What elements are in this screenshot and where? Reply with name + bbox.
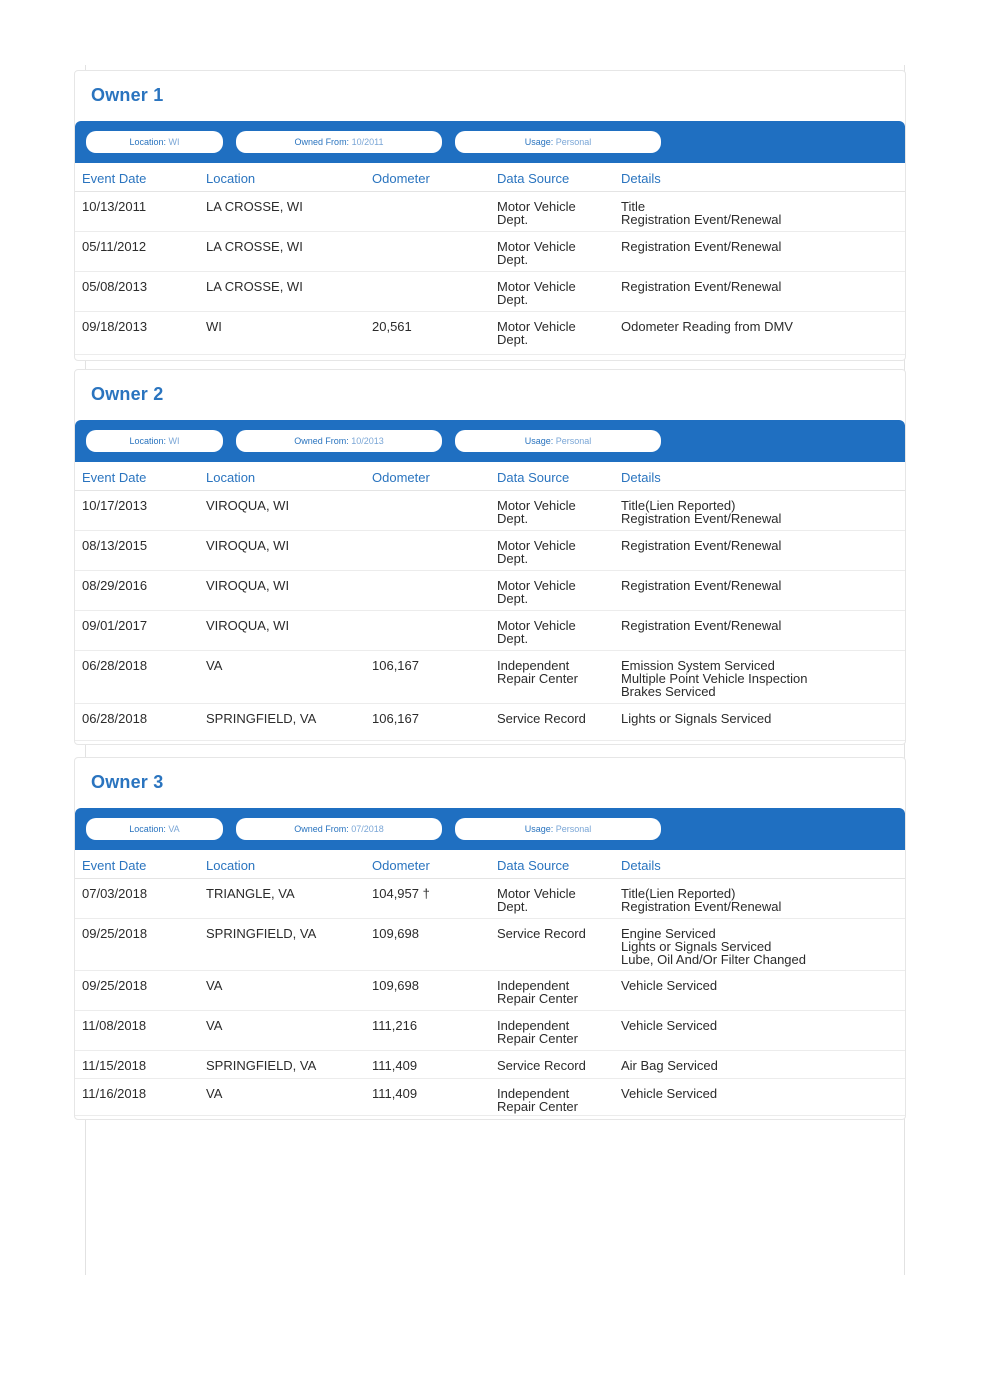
pill-label: Owned From: <box>294 436 349 446</box>
table-row <box>75 232 905 272</box>
odometer-value: 104,957 † <box>372 886 430 901</box>
detail-line: Vehicle Serviced <box>621 1086 718 1101</box>
event-location: LA CROSSE, WI <box>206 239 303 254</box>
data-source-line: Independent <box>497 658 570 673</box>
owned-from-pill <box>236 430 442 452</box>
event-date: 11/16/2018 <box>82 1086 147 1101</box>
data-source-line: Dept. <box>497 631 529 646</box>
data-source-line: Dept. <box>497 212 529 227</box>
data-source-line: Service Record <box>497 926 586 941</box>
event-location: VA <box>206 1018 223 1033</box>
table-row <box>75 531 905 571</box>
data-source <box>497 200 607 226</box>
data-source-line: Dept. <box>497 591 529 606</box>
usage-pill <box>455 430 661 452</box>
pill-label: Location: <box>129 436 166 446</box>
location-pill <box>86 131 223 153</box>
column-header: Odometer <box>372 470 430 485</box>
detail-line: Lights or Signals Serviced <box>621 711 772 726</box>
event-details <box>621 887 901 913</box>
event-date: 10/13/2011 <box>82 199 147 214</box>
data-source-line: Motor Vehicle <box>497 886 576 901</box>
data-source <box>497 1087 607 1113</box>
data-source-line: Dept. <box>497 292 529 307</box>
event-date: 11/15/2018 <box>82 1058 147 1073</box>
table-row <box>75 651 905 704</box>
column-header: Event Date <box>82 470 147 485</box>
event-date: 05/11/2012 <box>82 239 147 254</box>
odometer-value: 111,216 <box>372 1018 418 1033</box>
pill-value: 07/2018 <box>351 824 384 834</box>
data-source <box>497 280 607 306</box>
event-location: LA CROSSE, WI <box>206 279 303 294</box>
detail-line: Registration Event/Renewal <box>621 212 782 227</box>
event-location: SPRINGFIELD, VA <box>206 926 317 941</box>
table-row <box>75 971 905 1011</box>
data-source-line: Motor Vehicle <box>497 578 576 593</box>
event-location: VIROQUA, WI <box>206 618 290 633</box>
event-date: 09/01/2017 <box>82 618 148 633</box>
data-source <box>497 539 607 565</box>
event-details <box>621 979 901 992</box>
event-details <box>621 712 901 725</box>
event-location: LA CROSSE, WI <box>206 199 303 214</box>
detail-line: Engine Serviced <box>621 926 716 941</box>
table-row <box>75 272 905 312</box>
detail-line: Lube, Oil And/Or Filter Changed <box>621 952 806 967</box>
event-location: VA <box>206 658 223 673</box>
detail-line: Registration Event/Renewal <box>621 899 782 914</box>
odometer-value: 106,167 <box>372 658 419 673</box>
data-source-line: Repair Center <box>497 1099 578 1114</box>
data-source-line: Motor Vehicle <box>497 199 576 214</box>
data-source-line: Service Record <box>497 711 586 726</box>
detail-line: Vehicle Serviced <box>621 1018 718 1033</box>
event-date: 09/25/2018 <box>82 978 148 993</box>
owner-summary-bar <box>75 808 905 850</box>
data-source-line: Dept. <box>497 332 529 347</box>
pill-value: Personal <box>555 137 592 147</box>
pill-label: Usage: <box>524 137 554 147</box>
table-row <box>75 611 905 651</box>
data-source <box>497 499 607 525</box>
owner-section <box>74 757 906 1120</box>
data-source-line: Motor Vehicle <box>497 319 576 334</box>
pill-value: 10/2013 <box>351 436 384 446</box>
table-header <box>75 163 905 192</box>
pill-label: Location: <box>129 137 166 147</box>
column-header: Details <box>621 858 661 873</box>
data-source-line: Repair Center <box>497 991 578 1006</box>
event-details <box>621 539 901 552</box>
column-header: Data Source <box>497 470 570 485</box>
odometer-value: 106,167 <box>372 711 419 726</box>
location-pill <box>86 818 223 840</box>
pill-value: Personal <box>555 824 592 834</box>
column-header: Odometer <box>372 171 430 186</box>
detail-line: Title(Lien Reported) <box>621 498 736 513</box>
detail-line: Brakes Serviced <box>621 684 716 699</box>
event-location: VIROQUA, WI <box>206 498 290 513</box>
pill-label: Usage: <box>524 824 554 834</box>
table-row <box>75 312 905 355</box>
data-source-line: Independent <box>497 1018 570 1033</box>
data-source <box>497 1059 607 1072</box>
column-header: Data Source <box>497 858 570 873</box>
odometer-value: 109,698 <box>372 926 419 941</box>
event-details <box>621 1087 901 1100</box>
event-details <box>621 320 901 333</box>
event-date: 06/28/2018 <box>82 658 148 673</box>
data-source-line: Service Record <box>497 1058 586 1073</box>
event-location: SPRINGFIELD, VA <box>206 1058 317 1073</box>
detail-line: Registration Event/Renewal <box>621 511 782 526</box>
data-source <box>497 619 607 645</box>
pill-value: WI <box>168 436 180 446</box>
pill-value: Personal <box>555 436 592 446</box>
data-source-line: Repair Center <box>497 671 578 686</box>
pill-label: Owned From: <box>294 137 350 147</box>
event-date: 06/28/2018 <box>82 711 148 726</box>
history-table <box>75 850 905 1116</box>
column-header: Data Source <box>497 171 570 186</box>
event-date: 05/08/2013 <box>82 279 148 294</box>
event-location: SPRINGFIELD, VA <box>206 711 317 726</box>
odometer-value: 20,561 <box>372 319 412 334</box>
column-header: Event Date <box>82 171 147 186</box>
table-row <box>75 1011 905 1051</box>
event-location: TRIANGLE, VA <box>206 886 295 901</box>
column-header: Odometer <box>372 858 430 873</box>
detail-line: Title <box>621 199 646 214</box>
data-source <box>497 659 607 685</box>
event-location: WI <box>206 319 222 334</box>
table-row <box>75 879 905 919</box>
event-location: VIROQUA, WI <box>206 538 290 553</box>
detail-line: Registration Event/Renewal <box>621 239 782 254</box>
owned-from-pill <box>236 818 442 840</box>
detail-line: Title(Lien Reported) <box>621 886 736 901</box>
data-source-line: Motor Vehicle <box>497 618 576 633</box>
event-details <box>621 619 901 632</box>
data-source <box>497 1019 607 1045</box>
event-location: VA <box>206 978 223 993</box>
column-header: Location <box>206 858 256 873</box>
owner-summary-bar <box>75 121 905 163</box>
detail-line: Registration Event/Renewal <box>621 279 782 294</box>
table-row <box>75 1051 905 1079</box>
pill-value: 10/2011 <box>351 137 384 147</box>
detail-line: Registration Event/Renewal <box>621 538 782 553</box>
odometer-value: 111,409 <box>372 1058 418 1073</box>
usage-pill <box>455 818 661 840</box>
detail-line: Registration Event/Renewal <box>621 618 782 633</box>
data-source <box>497 712 607 725</box>
table-header <box>75 850 905 879</box>
history-table <box>75 462 905 741</box>
column-header: Location <box>206 470 256 485</box>
data-source-line: Dept. <box>497 252 529 267</box>
event-date: 09/18/2013 <box>82 319 148 334</box>
owner-title: Owner 2 <box>91 384 164 404</box>
event-details <box>621 240 901 253</box>
detail-line: Emission System Serviced <box>621 658 775 673</box>
odometer-value: 111,409 <box>372 1086 418 1101</box>
column-header: Event Date <box>82 858 147 873</box>
event-date: 11/08/2018 <box>82 1018 147 1033</box>
detail-line: Vehicle Serviced <box>621 978 718 993</box>
data-source-line: Dept. <box>497 551 529 566</box>
event-location: VIROQUA, WI <box>206 578 290 593</box>
pill-value: VA <box>168 824 180 834</box>
usage-pill <box>455 131 661 153</box>
table-header <box>75 462 905 491</box>
event-date: 08/13/2015 <box>82 538 148 553</box>
history-table <box>75 163 905 355</box>
data-source <box>497 887 607 913</box>
event-details <box>621 1059 901 1072</box>
data-source-line: Independent <box>497 1086 570 1101</box>
data-source-line: Repair Center <box>497 1031 578 1046</box>
owner-section <box>74 369 906 745</box>
data-source-line: Dept. <box>497 511 529 526</box>
event-location: VA <box>206 1086 223 1101</box>
detail-line: Multiple Point Vehicle Inspection <box>621 671 808 686</box>
table-row <box>75 704 905 741</box>
owner-title: Owner 3 <box>91 772 164 792</box>
owner-summary-bar <box>75 420 905 462</box>
event-date: 09/25/2018 <box>82 926 148 941</box>
pill-value: WI <box>168 137 180 147</box>
data-source <box>497 579 607 605</box>
event-details <box>621 659 901 698</box>
event-details <box>621 927 901 966</box>
table-row <box>75 192 905 232</box>
event-date: 07/03/2018 <box>82 886 148 901</box>
data-source-line: Motor Vehicle <box>497 239 576 254</box>
column-header: Location <box>206 171 256 186</box>
column-header: Details <box>621 171 661 186</box>
event-details <box>621 499 901 525</box>
owner-title: Owner 1 <box>91 85 164 105</box>
pill-label: Usage: <box>524 436 554 446</box>
location-pill <box>86 430 223 452</box>
data-source-line: Independent <box>497 978 570 993</box>
table-row <box>75 571 905 611</box>
pill-label: Owned From: <box>294 824 349 834</box>
data-source <box>497 320 607 346</box>
event-details <box>621 579 901 592</box>
data-source <box>497 979 607 1005</box>
data-source-line: Dept. <box>497 899 529 914</box>
table-row <box>75 919 905 971</box>
owned-from-pill <box>236 131 442 153</box>
owner-section <box>74 70 906 361</box>
detail-line: Air Bag Serviced <box>621 1058 718 1073</box>
event-date: 10/17/2013 <box>82 498 148 513</box>
detail-line: Odometer Reading from DMV <box>621 319 793 334</box>
column-header: Details <box>621 470 661 485</box>
detail-line: Lights or Signals Serviced <box>621 939 772 954</box>
event-details <box>621 280 901 293</box>
data-source <box>497 927 607 940</box>
table-row <box>75 1079 905 1116</box>
data-source-line: Motor Vehicle <box>497 498 576 513</box>
event-details <box>621 200 901 226</box>
event-details <box>621 1019 901 1032</box>
detail-line: Registration Event/Renewal <box>621 578 782 593</box>
pill-label: Location: <box>129 824 166 834</box>
data-source-line: Motor Vehicle <box>497 279 576 294</box>
data-source-line: Motor Vehicle <box>497 538 576 553</box>
data-source <box>497 240 607 266</box>
table-row <box>75 491 905 531</box>
odometer-value: 109,698 <box>372 978 419 993</box>
event-date: 08/29/2016 <box>82 578 148 593</box>
